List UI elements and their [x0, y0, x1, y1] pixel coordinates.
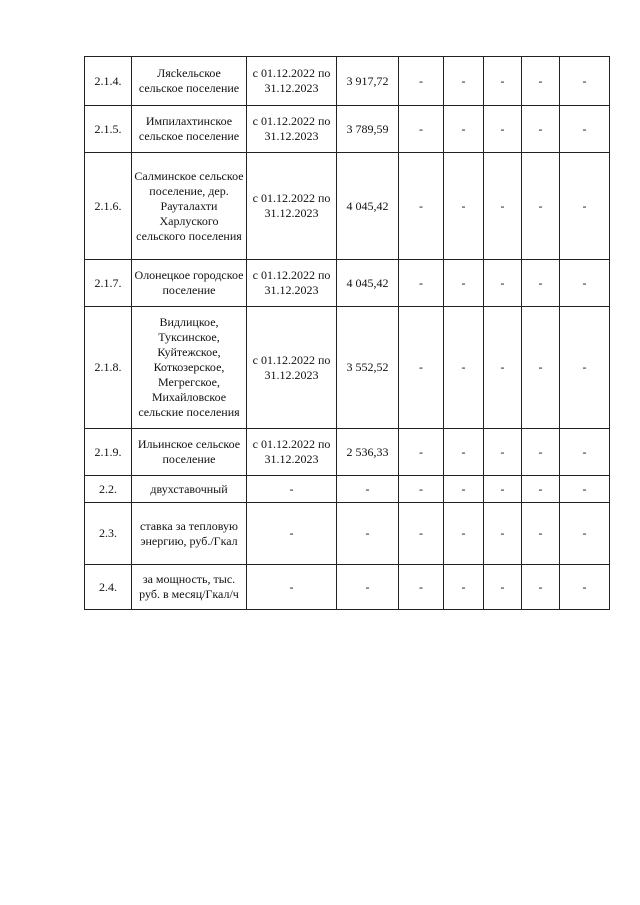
territory-name: ставка за тепловую энергию, руб./Гкал — [132, 503, 247, 565]
empty-cell: - — [522, 307, 560, 429]
empty-cell: - — [444, 565, 484, 610]
empty-cell: - — [560, 106, 610, 153]
empty-cell: - — [399, 476, 444, 503]
empty-cell: - — [399, 565, 444, 610]
empty-cell: - — [560, 57, 610, 106]
empty-cell: - — [399, 153, 444, 260]
tariff-value: 3 552,52 — [337, 307, 399, 429]
validity-period: с 01.12.2022 по 31.12.2023 — [247, 260, 337, 307]
empty-cell: - — [484, 153, 522, 260]
validity-period: с 01.12.2022 по 31.12.2023 — [247, 307, 337, 429]
empty-cell: - — [399, 307, 444, 429]
row-number: 2.4. — [85, 565, 132, 610]
empty-cell: - — [484, 429, 522, 476]
empty-cell: - — [560, 476, 610, 503]
territory-name: Ильинское сельское поселение — [132, 429, 247, 476]
empty-cell: - — [560, 307, 610, 429]
row-number: 2.1.4. — [85, 57, 132, 106]
empty-cell: - — [444, 57, 484, 106]
tariff-value: 2 536,33 — [337, 429, 399, 476]
empty-cell: - — [444, 503, 484, 565]
empty-cell: - — [522, 476, 560, 503]
empty-cell: - — [444, 106, 484, 153]
territory-name: Лясkельское сельское поселение — [132, 57, 247, 106]
document-page — [84, 56, 609, 610]
table-row — [85, 57, 610, 106]
empty-cell: - — [560, 503, 610, 565]
empty-cell: - — [484, 307, 522, 429]
empty-cell: - — [484, 503, 522, 565]
empty-cell: - — [522, 260, 560, 307]
empty-cell: - — [399, 260, 444, 307]
tariff-value: - — [337, 503, 399, 565]
tariff-value: - — [337, 476, 399, 503]
empty-cell: - — [522, 153, 560, 260]
tariff-value: - — [337, 565, 399, 610]
empty-cell: - — [444, 307, 484, 429]
empty-cell: - — [522, 429, 560, 476]
empty-cell: - — [444, 429, 484, 476]
territory-name: Видлицкое, Туксинское, Куйтежское, Коткозерское, Мегрегское, Михайловское сельские поселения — [132, 307, 247, 429]
row-number: 2.1.9. — [85, 429, 132, 476]
empty-cell: - — [399, 503, 444, 565]
territory-name: двухставочный — [132, 476, 247, 503]
table-row — [85, 565, 610, 610]
empty-cell: - — [560, 153, 610, 260]
empty-cell: - — [522, 106, 560, 153]
tariff-value: 3 917,72 — [337, 57, 399, 106]
empty-cell: - — [484, 476, 522, 503]
empty-cell: - — [484, 106, 522, 153]
empty-cell: - — [484, 57, 522, 106]
validity-period: с 01.12.2022 по 31.12.2023 — [247, 153, 337, 260]
empty-cell: - — [444, 153, 484, 260]
empty-cell: - — [522, 57, 560, 106]
empty-cell: - — [522, 503, 560, 565]
row-number: 2.2. — [85, 476, 132, 503]
row-number: 2.1.7. — [85, 260, 132, 307]
validity-period: - — [247, 503, 337, 565]
tariff-table — [84, 56, 610, 610]
row-number: 2.1.8. — [85, 307, 132, 429]
tariff-value: 4 045,42 — [337, 260, 399, 307]
empty-cell: - — [444, 476, 484, 503]
tariff-value: 4 045,42 — [337, 153, 399, 260]
territory-name: Импилахтинское сельское поселение — [132, 106, 247, 153]
empty-cell: - — [560, 260, 610, 307]
row-number: 2.3. — [85, 503, 132, 565]
row-number: 2.1.5. — [85, 106, 132, 153]
table-row — [85, 307, 610, 429]
validity-period: с 01.12.2022 по 31.12.2023 — [247, 106, 337, 153]
table-row — [85, 503, 610, 565]
empty-cell: - — [484, 565, 522, 610]
validity-period: с 01.12.2022 по 31.12.2023 — [247, 57, 337, 106]
row-number: 2.1.6. — [85, 153, 132, 260]
empty-cell: - — [399, 429, 444, 476]
empty-cell: - — [444, 260, 484, 307]
validity-period: - — [247, 476, 337, 503]
territory-name: Салминское сельское поселение, дер. Рауталахти Харлуского сельского поселения — [132, 153, 247, 260]
empty-cell: - — [399, 106, 444, 153]
empty-cell: - — [399, 57, 444, 106]
empty-cell: - — [484, 260, 522, 307]
empty-cell: - — [560, 565, 610, 610]
territory-name: за мощность, тыс. руб. в месяц/Гкал/ч — [132, 565, 247, 610]
empty-cell: - — [560, 429, 610, 476]
table-row — [85, 429, 610, 476]
table-row — [85, 106, 610, 153]
table-row — [85, 260, 610, 307]
tariff-value: 3 789,59 — [337, 106, 399, 153]
validity-period: - — [247, 565, 337, 610]
validity-period: с 01.12.2022 по 31.12.2023 — [247, 429, 337, 476]
table-row — [85, 476, 610, 503]
empty-cell: - — [522, 565, 560, 610]
table-row — [85, 153, 610, 260]
territory-name: Олонецкое городское поселение — [132, 260, 247, 307]
